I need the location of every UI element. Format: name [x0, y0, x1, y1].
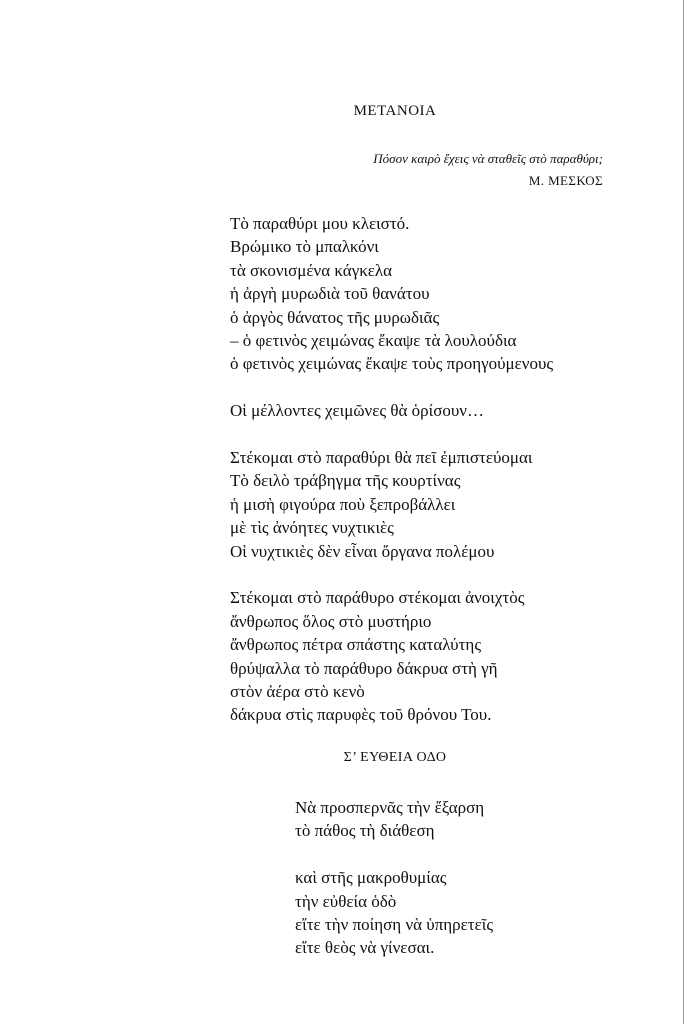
epigraph-text: Πόσον καιρὸ ἔχεις νὰ σταθεῖς στὸ παραθύρι;: [373, 151, 603, 166]
poem-line: Τὸ δειλὸ τράβηγμα τῆς κουρτίνας: [230, 471, 461, 491]
poem-line: Νὰ προσπερνᾶς τὴν ἔξαρση: [295, 798, 485, 817]
poem-title-metanoia: ΜΕΤΑΝΟΙΑ: [353, 103, 437, 119]
poem-line: στὸν ἀέρα στὸ κενὸ: [230, 682, 365, 702]
poem-line: εἴτε τὴν ποίηση νὰ ὑπηρετεῖς: [295, 915, 494, 935]
stanza-break: [230, 563, 553, 586]
poem-line: τὸ πάθος τὴ διάθεση: [295, 821, 435, 841]
poem-line: Στέκομαι στὸ παραθύρι θὰ πεῖ ἐμπιστεύομαι: [230, 448, 533, 468]
poem-line: – ὁ φετινὸς χειμώνας ἔκαψε τὰ λουλούδια: [230, 331, 517, 351]
poem-line: τὰ σκονισμένα κάγκελα: [230, 260, 393, 280]
stanza-break: [295, 843, 493, 866]
poem-line: ἡ μισὴ φιγούρα ποὺ ξεπροβάλλει: [230, 494, 456, 514]
poem-line: ὁ ἀργὸς θάνατος τῆς μυρωδιᾶς: [230, 307, 440, 327]
poem-line: εἴτε θεὸς νὰ γίνεσαι.: [295, 938, 435, 958]
poem-line: μὲ τὶς ἀνόητες νυχτικιὲς: [230, 518, 394, 538]
poem-title-eftheia-odo: Σ’ ΕΥΘΕΙΑ ΟΔΟ: [343, 750, 447, 765]
epigraph-author: Μ. ΜΕΣΚΟΣ: [528, 173, 603, 188]
poem-line: Τὸ παραθύρι μου κλειστό.: [230, 214, 410, 233]
poem-line: Οἱ μέλλοντες χειμῶνες θὰ ὁρίσουν…: [230, 401, 484, 421]
poem-eftheia-odo-body: [295, 796, 493, 960]
poem-metanoia-body: [230, 212, 553, 727]
poem-line: Στέκομαι στὸ παράθυρο στέκομαι ἀνοιχτὸς: [230, 588, 525, 608]
poem-line: τὴν εὐθεία ὁδὸ: [295, 891, 397, 911]
poem-line: ἄνθρωπος πέτρα σπάστης καταλύτης: [230, 635, 482, 655]
poem-line: ἄνθρωπος ὅλος στὸ μυστήριο: [230, 611, 432, 631]
poem-line: καὶ στῆς μακροθυμίας: [295, 868, 447, 888]
poem-line: Βρώμικο τὸ μπαλκόνι: [230, 237, 379, 257]
epigraph: [373, 148, 603, 192]
stanza-break: [230, 423, 553, 446]
poem-line: δάκρυα στὶς παρυφὲς τοῦ θρόνου Του.: [230, 705, 492, 725]
poem-line: Οἱ νυχτικιὲς δὲν εἶναι ὄργανα πολέμου: [230, 541, 495, 561]
poem-line: ὁ φετινὸς χειμώνας ἔκαψε τοὺς προηγούμενους: [230, 354, 554, 374]
poem-line: ἡ ἀργὴ μυρωδιὰ τοῦ θανάτου: [230, 284, 430, 304]
page-edge-line: [683, 0, 684, 1024]
stanza-break: [230, 376, 553, 399]
poem-line: θρύψαλλα τὸ παράθυρο δάκρυα στὴ γῆ: [230, 658, 498, 678]
